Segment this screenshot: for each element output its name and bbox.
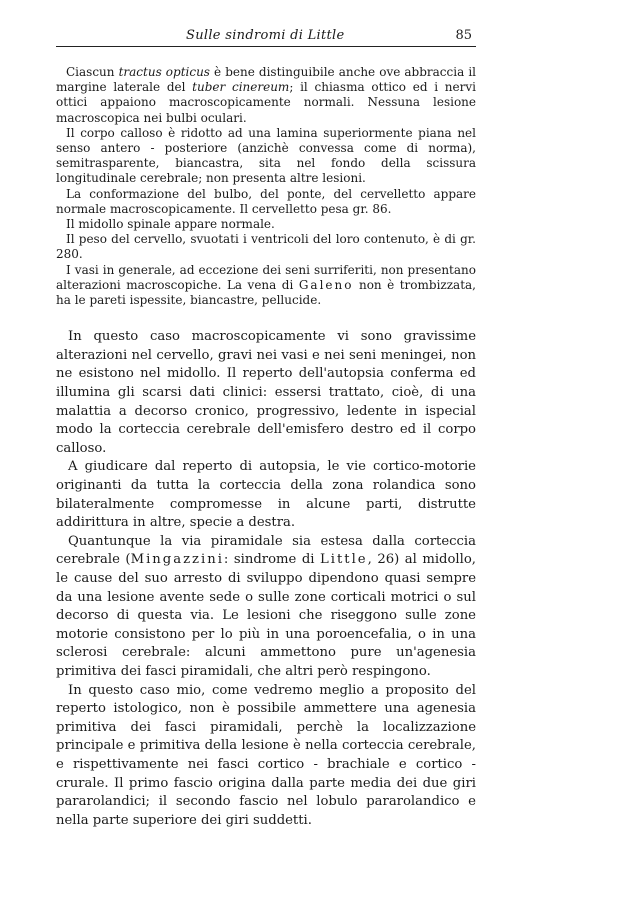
text-run: ; il chiasma ottico ed i nervi ottici appaiono macroscopicamente normali. Nessuna lesione macroscopica nei bulbi oculari. <box>56 80 476 125</box>
text-run: è bene distinguibile anche ove abbraccia il margine laterale del <box>56 65 476 95</box>
paragraph-optic-tracts <box>56 65 476 126</box>
paragraph-bulb-pons-cerebellum: La conformazione del bulbo, del ponte, del cervelletto appare normale macroscopicamente. Il cervelletto pesa gr. 86. <box>56 186 476 216</box>
book-page <box>56 24 476 830</box>
paragraph-brain-weight: Il peso del cervello, svuotati i ventricoli del loro contenuto, è di gr. 280. <box>56 232 476 262</box>
text-run: : sindrome di <box>223 552 321 568</box>
paragraph-spinal-cord: Il midollo spinale appare normale. <box>66 217 275 232</box>
running-title: Sulle sindromi di Little <box>186 28 345 43</box>
paragraph-corpus-callosum: Il corpo calloso è ridotto ad una lamina superiormente piana nel senso antero - posteriore (anzichè convessa come di norma), semitrasparente, biancastra, sita nel fondo della scissura longitudinale cerebrale; non presenta altre lesioni. <box>56 125 476 186</box>
text-run: Ciascun <box>66 65 119 79</box>
text-run: I vasi in generale, ad eccezione dei seni surriferiti, non presentano alterazioni macroscopiche. La vena di <box>56 262 476 292</box>
paragraph-macroscopic-findings: In questo caso macroscopicamente vi sono gravissime alterazioni nel cervello, gravi nei vasi e nei seni meningei, non ne esistono nel midollo. Il reperto dell'autopsia conferma ed illumina gli scarsi dati clinici: essersi trattato, cioè, di una malattia a decorso cronico, progressivo, ledente in ispecial modo la corteccia cerebrale dell'emisfero destro ed il corpo calloso. <box>56 329 476 456</box>
paragraph-cortico-motor-pathways: A giudicare dal reperto di autopsia, le vie cortico-motorie originanti da tutta la corteccia della zona rolandica sono bilateralmente compromesse in alcune parti, distrutte addirittura in altre, specie a destra. <box>56 459 476 531</box>
page-number: 85 <box>455 28 472 43</box>
discussion-section <box>56 328 476 830</box>
term-tuber-cinereum: tuber cinereum <box>192 80 290 95</box>
name-galeno: Galeno <box>298 277 354 292</box>
name-mingazzini: Mingazzini <box>130 552 224 568</box>
page-header <box>56 24 476 47</box>
text-run: , 26) al midollo, le cause del suo arresto di sviluppo dipendono quasi sempre da una lesione avente sede o sulle zone corticali motrici o sul decorso di questa via. Le lesioni che riseggono sulle zone motorie consistono per lo più in una poroencefalia, o in una sclerosi cerebrale: alcuni ammettono pure un'agenesia primitiva dei fasci piramidali, che altri però respingono. <box>56 552 476 679</box>
name-little: Little <box>320 552 368 568</box>
paragraph-vessels <box>56 263 476 309</box>
text-run: non è trombizzata, ha le pareti ispessite, biancastre, pellucide. <box>56 277 476 308</box>
text-run: Quantunque la via piramidale sia estesa dalla corteccia cerebrale ( <box>56 533 476 568</box>
paragraph-pyramidal-tract <box>56 533 476 682</box>
term-tractus-opticus: tractus opticus <box>118 65 210 79</box>
autopsy-report-section <box>56 65 476 308</box>
paragraph-this-case: In questo caso mio, come vedremo meglio a proposito del reperto istologico, non è possibile ammettere una agenesia primitiva dei fasci piramidali, perchè la localizzazione principale e primitiva della lesione è nella corteccia cerebrale, e rispettivamente nei fasci cortico - brachiale e cortico - crurale. Il primo fascio origina dalla parte media dei due giri pararolandici; il secondo fascio nel lobulo pararolandico e nella parte superiore dei giri suddetti. <box>56 682 476 828</box>
